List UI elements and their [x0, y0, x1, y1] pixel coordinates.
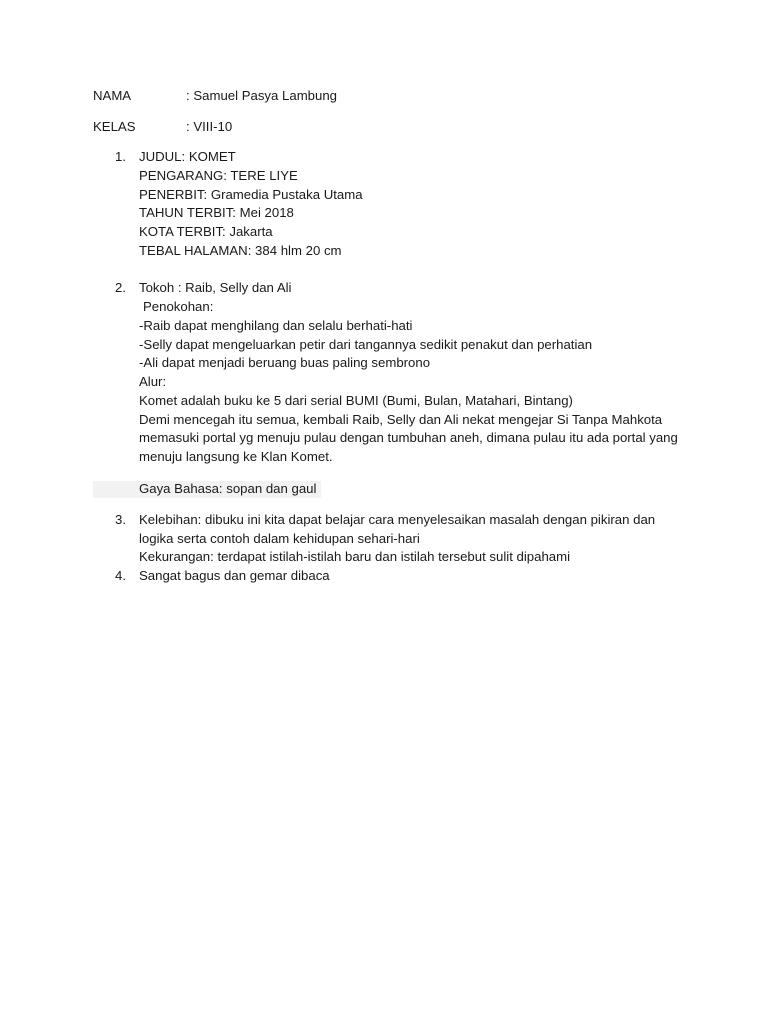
gaya-bahasa-line: Gaya Bahasa: sopan dan gaul [139, 481, 317, 496]
kesimpulan-line: Sangat bagus dan gemar dibaca [139, 568, 330, 583]
penerbit-line: PENERBIT: Gramedia Pustaka Utama [139, 187, 363, 202]
item-4-number: 4. [115, 568, 126, 583]
penokohan-label: Penokohan: [143, 299, 214, 314]
kelebihan-line-2: logika serta contoh dalam kehidupan sehari-hari [139, 531, 420, 546]
kelas-value: : VIII-10 [186, 119, 233, 134]
penokohan-ali: -Ali dapat menjadi beruang buas paling sembrono [139, 355, 431, 370]
tebal-halaman-line: TEBAL HALAMAN: 384 hlm 20 cm [139, 243, 342, 258]
alur-label: Alur: [139, 374, 167, 389]
kekurangan-line: Kekurangan: terdapat istilah-istilah baru dan istilah tersebut sulit dipahami [139, 549, 571, 564]
penokohan-selly: -Selly dapat mengeluarkan petir dari tangannya sedikit penakut dan perhatian [139, 337, 593, 352]
tahun-terbit-line: TAHUN TERBIT: Mei 2018 [139, 205, 294, 220]
item-1-number: 1. [115, 149, 126, 164]
judul-line: JUDUL: KOMET [139, 149, 236, 164]
nama-value: : Samuel Pasya Lambung [186, 88, 338, 103]
alur-line-3: memasuki portal yg menuju pulau dengan tumbuhan aneh, dimana pulau itu ada portal yang [139, 430, 678, 445]
alur-line-4: menuju langsung ke Klan Komet. [139, 449, 333, 464]
tokoh-line: Tokoh : Raib, Selly dan Ali [139, 280, 292, 295]
alur-line-1: Komet adalah buku ke 5 dari serial BUMI (Bumi, Bulan, Matahari, Bintang) [139, 393, 573, 408]
alur-line-2: Demi mencegah itu semua, kembali Raib, Selly dan Ali nekat mengejar Si Tanpa Mahkota [139, 412, 663, 427]
kelebihan-line-1: Kelebihan: dibuku ini kita dapat belajar cara menyelesaikan masalah dengan pikiran dan [139, 512, 656, 527]
kota-terbit-line: KOTA TERBIT: Jakarta [139, 224, 273, 239]
penokohan-raib: -Raib dapat menghilang dan selalu berhati-hati [139, 318, 413, 333]
nama-label: NAMA [93, 88, 132, 103]
kelas-label: KELAS [93, 119, 136, 134]
item-3-number: 3. [115, 512, 126, 527]
pengarang-line: PENGARANG: TERE LIYE [139, 168, 298, 183]
item-2-number: 2. [115, 280, 126, 295]
